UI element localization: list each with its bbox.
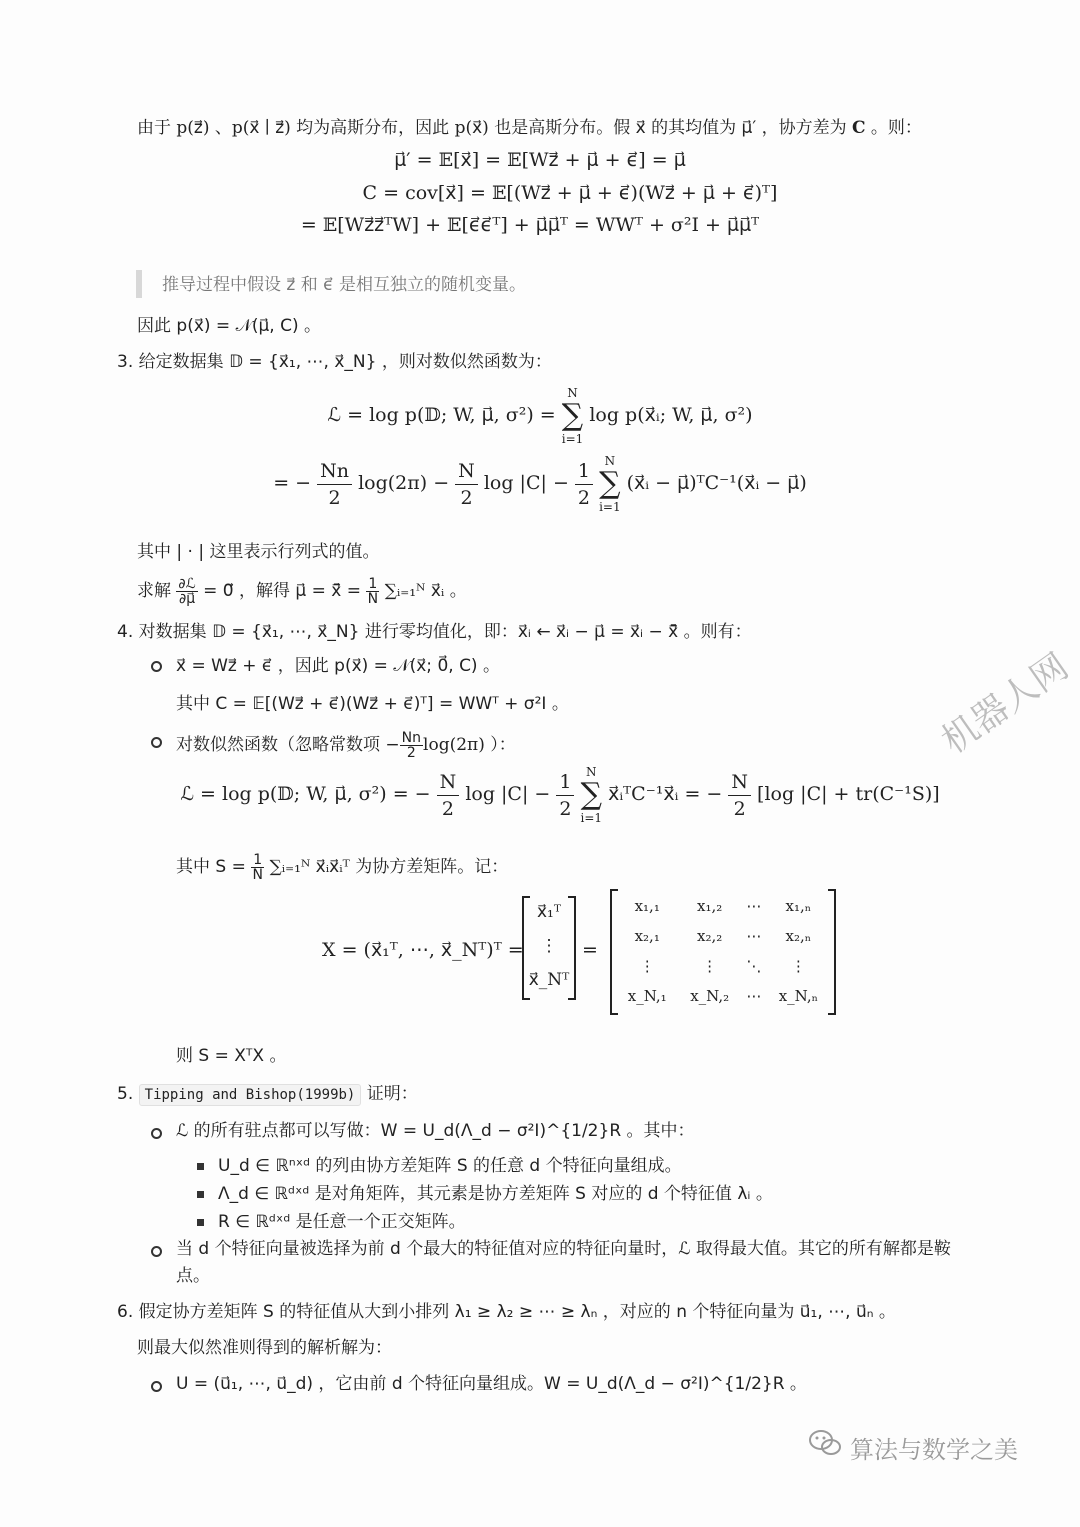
- list-item-3: 3. 给定数据集 𝔻 = {x⃗₁, ⋯, x⃗_N} ，则对数似然函数为：: [117, 352, 552, 372]
- paragraph-S-equals: 则 S = XᵀX 。: [176, 1046, 287, 1066]
- equation-covariance: C = cov[x⃗] = 𝔼[(Wz⃗ + μ⃗ + ϵ⃗)(Wz⃗ + μ⃗ + ϵ⃗)ᵀ]: [362, 182, 778, 204]
- equation-log-likelihood: ℒ = log p(𝔻; W, μ⃗, σ²) = N ∑ i=1 log p(x⃗ᵢ; W, μ⃗, σ²): [327, 386, 753, 446]
- matrix-grid: x₁,₁ x₁,₂ ⋯ x₁,ₙ x₂,₁ x₂,₂ ⋯ x₂,ₙ ⋮ ⋮ ⋱ ⋮ x_N,₁ x_N,₂ ⋯ x_N,ₙ: [627, 897, 819, 1005]
- vector-entry: ⋮: [540, 936, 558, 956]
- inline-code-citation: Tipping and Bishop(1999b): [139, 1084, 362, 1106]
- equation-simplified-log-likelihood: ℒ = log p(𝔻; W, μ⃗, σ²) = − $\frac{N}{2}$ log |C| − $\frac{1}{2}$ N ∑ i=1 x⃗ᵢᵀC⁻¹x⃗ᵢ = − $\frac{N}{2}$ [log |C| + tr(C⁻¹S)]: [180, 765, 940, 825]
- wechat-icon: [808, 1428, 842, 1458]
- list-item-4: 4. 对数据集 𝔻 = {x⃗₁, ⋯, x⃗_N} 进行零均值化，即：x⃗ᵢ ← x⃗ᵢ − μ⃗ = x⃗ᵢ − x̄⃗ 。则有：: [117, 622, 752, 642]
- sub-bullet-R: R ∈ ℝᵈˣᵈ 是任意一个正交矩阵。: [218, 1212, 466, 1232]
- bullet-zero-mean-model: x⃗ = Wz⃗ + ϵ⃗ ，因此 p(x⃗) = 𝒩(x⃗; 0⃗, C) 。: [176, 656, 500, 676]
- paragraph-solve: 求解 $\frac{\text{∂ℒ}}{\partial\mu⃗}$ = 0⃗ ，解得 μ⃗ = x̄⃗ = $\frac{1}{N}$ ∑ᵢ₌₁ᴺ x⃗ᵢ 。: [137, 575, 467, 607]
- bullet-circle: [151, 1128, 162, 1139]
- bullet-maximum-cont: 点。: [176, 1266, 210, 1286]
- list-item-6: 6. 假定协方差矩阵 S 的特征值从大到小排列 λ₁ ≥ λ₂ ≥ ⋯ ≥ λₙ ，对应的 n 个特征向量为 u⃗₁, ⋯, u⃗ₙ 。: [117, 1302, 896, 1322]
- watermark-account: 算法与数学之美: [850, 1436, 1018, 1464]
- bullet-circle: [151, 1246, 162, 1257]
- equation-mean: μ⃗′ = 𝔼[x⃗] = 𝔼[Wz⃗ + μ⃗ + ϵ⃗] = μ⃗: [394, 149, 686, 171]
- bullet-solution: U = (u⃗₁, ⋯, u⃗_d) ，它由前 d 个特征向量组成。W = U_d(Λ_d − σ²I)^{1/2}R 。: [176, 1374, 807, 1394]
- sub-bullet-Ud: U_d ∈ ℝⁿˣᵈ 的列由协方差矩阵 S 的任意 d 个特征向量组成。: [218, 1156, 682, 1176]
- blockquote-text: 推导过程中假设 z⃗ 和 ϵ⃗ 是相互独立的随机变量。: [162, 275, 526, 295]
- bullet-stationary-points: ℒ 的所有驻点都可以写做：W = U_d(Λ_d − σ²I)^{1/2}R 。其中：: [176, 1121, 695, 1141]
- paragraph-distribution: 因此 p(x⃗) = 𝒩(μ⃗, C) 。: [137, 316, 322, 336]
- bullet-circle: [151, 737, 162, 748]
- bullet-square: [197, 1163, 204, 1170]
- bullet-square: [197, 1191, 204, 1198]
- paragraph-analytic-solution: 则最大似然准则得到的解析解为：: [137, 1338, 392, 1358]
- paragraph-determinant: 其中 | · | 这里表示行列式的值。: [137, 542, 380, 562]
- bullet-maximum: 当 d 个特征向量被选择为前 d 个最大的特征值对应的特征向量时，ℒ 取得最大值。其它的所有解都是鞍: [176, 1239, 951, 1259]
- bullet-circle: [151, 1381, 162, 1392]
- vector-entry: x⃗₁ᵀ: [536, 902, 561, 922]
- paragraph-covariance-zero-mean: 其中 C = 𝔼[(Wz⃗ + ϵ⃗)(Wz⃗ + ϵ⃗)ᵀ] = WWᵀ + σ²I 。: [176, 694, 569, 714]
- bullet-log-likelihood: 对数似然函数（忽略常数项 − $\frac{Nn}{2}$ log(2π) ）：: [176, 729, 516, 761]
- equation-log-likelihood-expanded: = − $\frac{Nn}{2}$ log(2π) − $\frac{N}{2}$ log |C| − $\frac{1}{2}$ N ∑ i=1 (x⃗ᵢ − μ⃗)ᵀC⁻¹(x⃗ᵢ − μ⃗): [273, 454, 807, 514]
- data-matrix: [610, 889, 836, 1015]
- equation-covariance-expanded: = 𝔼[Wz⃗z⃗ᵀW] + 𝔼[ϵ⃗ϵ⃗ᵀ] + μ⃗μ⃗ᵀ = WWᵀ + σ²I + μ⃗μ⃗ᵀ: [300, 214, 760, 236]
- bullet-circle: [151, 661, 162, 672]
- bullet-square: [197, 1219, 204, 1226]
- list-item-5: 5. Tipping and Bishop(1999b) 证明：: [117, 1084, 418, 1104]
- blockquote-bar: [136, 270, 142, 298]
- vector-matrix: [522, 896, 576, 1000]
- paragraph-covariance-matrix: 其中 S = $\frac{1}{N}$ ∑ᵢ₌₁ᴺ x⃗ᵢx⃗ᵢᵀ 为协方差矩阵。记：: [176, 851, 509, 883]
- vector-entry: x⃗_Nᵀ: [528, 970, 570, 990]
- paragraph-gaussian: 由于 p(z⃗) 、p(x⃗ ∣ z⃗) 均为高斯分布，因此 p(x⃗) 也是高斯分布。假 x⃗ 的其均值为 μ⃗′ ，协方差为 C 。则：: [137, 118, 922, 138]
- equals-sign: =: [582, 939, 598, 961]
- sub-bullet-Lambda: Λ_d ∈ ℝᵈˣᵈ 是对角矩阵，其元素是协方差矩阵 S 对应的 d 个特征值 λᵢ 。: [218, 1184, 773, 1204]
- watermark-robot-net: 机器人网: [934, 645, 1077, 763]
- equation-matrix-lhs: X = (x⃗₁ᵀ, ⋯, x⃗_Nᵀ)ᵀ =: [322, 939, 524, 961]
